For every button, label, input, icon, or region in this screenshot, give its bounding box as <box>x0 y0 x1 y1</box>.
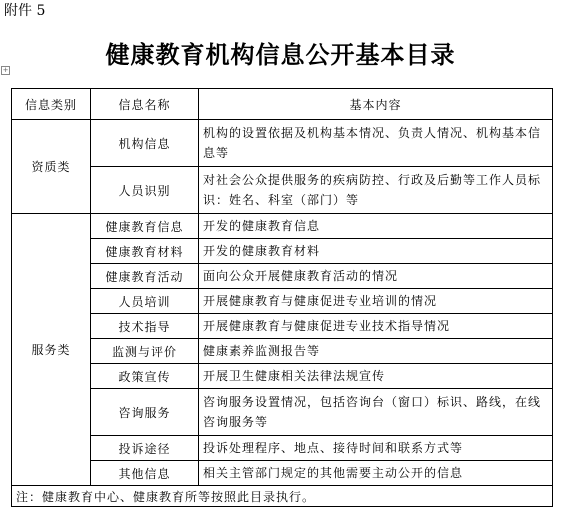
header-content: 基本内容 <box>199 89 553 120</box>
content-cell: 相关主管部门规定的其他需要主动公开的信息 <box>199 461 553 486</box>
name-cell: 咨询服务 <box>91 389 199 436</box>
content-cell: 咨询服务设置情况，包括咨询台（窗口）标识、路线，在线咨询服务等 <box>199 389 553 436</box>
table-header-row <box>12 89 553 120</box>
content-cell: 对社会公众提供服务的疾病防控、行政及后勤等工作人员标识：姓名、科室（部门）等 <box>199 167 553 214</box>
name-cell: 健康教育信息 <box>91 214 199 239</box>
content-cell: 开展卫生健康相关法律法规宣传 <box>199 364 553 389</box>
table-note-row <box>12 486 553 507</box>
content-cell: 机构的设置依据及机构基本情况、负责人情况、机构基本信息等 <box>199 120 553 167</box>
header-name: 信息名称 <box>91 89 199 120</box>
name-cell: 人员识别 <box>91 167 199 214</box>
content-cell: 开展健康教育与健康促进专业培训的情况 <box>199 289 553 314</box>
table-row <box>12 239 553 264</box>
table-move-handle-icon[interactable]: + <box>2 66 9 74</box>
name-cell: 人员培训 <box>91 289 199 314</box>
category-cell: 资质类 <box>12 120 91 214</box>
name-cell: 机构信息 <box>91 120 199 167</box>
document-title: 健康教育机构信息公开基本目录 <box>105 40 456 69</box>
table-note: 注：健康教育中心、健康教育所等按照此目录执行。 <box>12 486 553 507</box>
table-row <box>12 436 553 461</box>
table-row <box>12 289 553 314</box>
name-cell: 其他信息 <box>91 461 199 486</box>
table-row <box>12 314 553 339</box>
table-row <box>12 120 553 167</box>
name-cell: 健康教育材料 <box>91 239 199 264</box>
attachment-label: 附件 5 <box>4 3 46 19</box>
content-cell: 开发的健康教育信息 <box>199 214 553 239</box>
content-cell: 开展健康教育与健康促进专业技术指导情况 <box>199 314 553 339</box>
name-cell: 监测与评价 <box>91 339 199 364</box>
table-row <box>12 461 553 486</box>
content-cell: 投诉处理程序、地点、接待时间和联系方式等 <box>199 436 553 461</box>
name-cell: 投诉途径 <box>91 436 199 461</box>
content-cell: 面向公众开展健康教育活动的情况 <box>199 264 553 289</box>
table-row <box>12 214 553 239</box>
info-disclosure-table <box>11 88 553 507</box>
header-category: 信息类别 <box>12 89 91 120</box>
table-row <box>12 264 553 289</box>
category-cell: 服务类 <box>12 214 91 486</box>
content-cell: 健康素养监测报告等 <box>199 339 553 364</box>
table-row <box>12 389 553 436</box>
content-cell: 开发的健康教育材料 <box>199 239 553 264</box>
table-row <box>12 339 553 364</box>
name-cell: 技术指导 <box>91 314 199 339</box>
table-row <box>12 364 553 389</box>
name-cell: 政策宣传 <box>91 364 199 389</box>
name-cell: 健康教育活动 <box>91 264 199 289</box>
table-row <box>12 167 553 214</box>
